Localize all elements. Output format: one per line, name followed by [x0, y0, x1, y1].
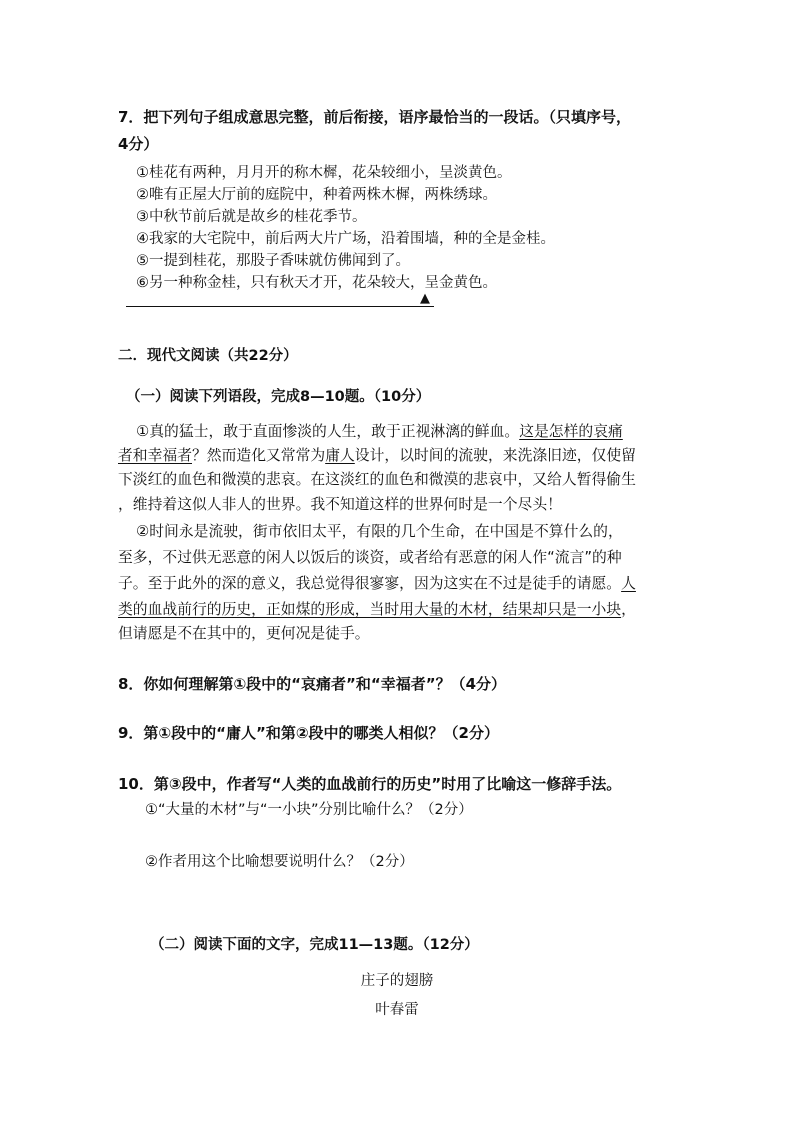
q7-option-6: ⑥另一种称金桂，只有秋天才开，花朵较大，呈金黄色。 — [136, 275, 497, 291]
answer-triangle-mark: ▲ — [420, 291, 430, 306]
p1-line2-underlined: 者和幸福者 — [118, 447, 192, 464]
q7-option-2: ②唯有正屋大厅前的庭院中，种着两株木樨，两株绣球。 — [136, 187, 497, 203]
q8: 8．你如何理解第①段中的“哀痛者”和“幸福者”？（4分） — [118, 675, 507, 693]
q9: 9．第①段中的“庸人”和第②段中的哪类人相似？（2分） — [118, 724, 499, 742]
p1-line1 — [136, 420, 623, 441]
p2-line1: ②时间永是流驶，街市依旧太平，有限的几个生命，在中国是不算什么的， — [136, 523, 623, 540]
p1-line2-rest: 设计，以时间的流驶，来洗涤旧迹，仅使留 — [354, 447, 636, 464]
part2-heading: （二）阅读下面的文字，完成11—13题。（12分） — [150, 937, 479, 953]
q7-stem-line1: 7．把下列句子组成意思完整，前后衔接，语序最恰当的一段话。（只填序号， — [118, 108, 631, 126]
p1-line1-underlined: 这是怎样的哀痛 — [519, 423, 623, 440]
article-author: 叶春雷 — [375, 1002, 419, 1018]
p2-line4-comma: ， — [621, 601, 636, 618]
q7-answer-line[interactable] — [126, 306, 434, 307]
q7-stem-line2: 4分） — [118, 135, 159, 153]
p2-line3 — [118, 572, 636, 593]
p1-line1-text: ①真的猛士，敢于直面惨淡的人生，敢于正视淋漓的鲜血。 — [136, 423, 520, 440]
q7-option-5: ⑤一提到桂花，那股子香味就仿佛闻到了。 — [136, 253, 410, 269]
q10-sub2: ②作者用这个比喻想要说明什么？（2分） — [145, 854, 414, 870]
p1-line4: ，维持着这似人非人的世界。我不知道这样的世界何时是一个尽头！ — [118, 496, 562, 513]
q7-option-1: ①桂花有两种，月月开的称木樨，花朵较细小，呈淡黄色。 — [136, 165, 512, 181]
part1-heading: （一）阅读下列语段，完成8—10题。（10分） — [126, 389, 431, 405]
q7-option-3: ③中秋节前后就是故乡的桂花季节。 — [136, 209, 367, 225]
p1-line2-text: ？然而造化又常常为 — [192, 447, 326, 464]
q7-option-4: ④我家的大宅院中，前后两大片广场，沿着围墙，种的全是金桂。 — [136, 231, 555, 247]
p2-line3-underlined: 人 — [621, 575, 636, 592]
p2-line4-underlined: 类的血战前行的历史，正如煤的形成，当时用大量的木材，结果却只是一小块 — [118, 601, 622, 618]
article-title: 庄子的翅膀 — [360, 973, 434, 989]
p1-line3: 下淡红的血色和微漠的悲哀。在这淡红的血色和微漠的悲哀中，又给人暂得偷生 — [118, 471, 636, 488]
p1-word-yongren: 庸人 — [325, 447, 355, 464]
section2-heading: 二．现代文阅读（共22分） — [118, 348, 298, 364]
q10-sub1: ①“大量的木材”与“一小块”分别比喻什么？（2分） — [145, 802, 473, 818]
p2-line3-text: 子。至于此外的深的意义，我总觉得很寥寥，因为这实在不过是徒手的请愿。 — [118, 575, 622, 592]
q10-stem: 10．第③段中，作者写“人类的血战前行的历史”时用了比喻这一修辞手法。 — [118, 775, 622, 793]
p2-line5: 但请愿是不在其中的，更何况是徒手。 — [118, 625, 370, 642]
p1-line2 — [118, 444, 636, 465]
p2-line2: 至多，不过供无恶意的闲人以饭后的谈资，或者给有恶意的闲人作“流言”的种 — [118, 549, 622, 566]
p2-line4 — [118, 598, 636, 619]
